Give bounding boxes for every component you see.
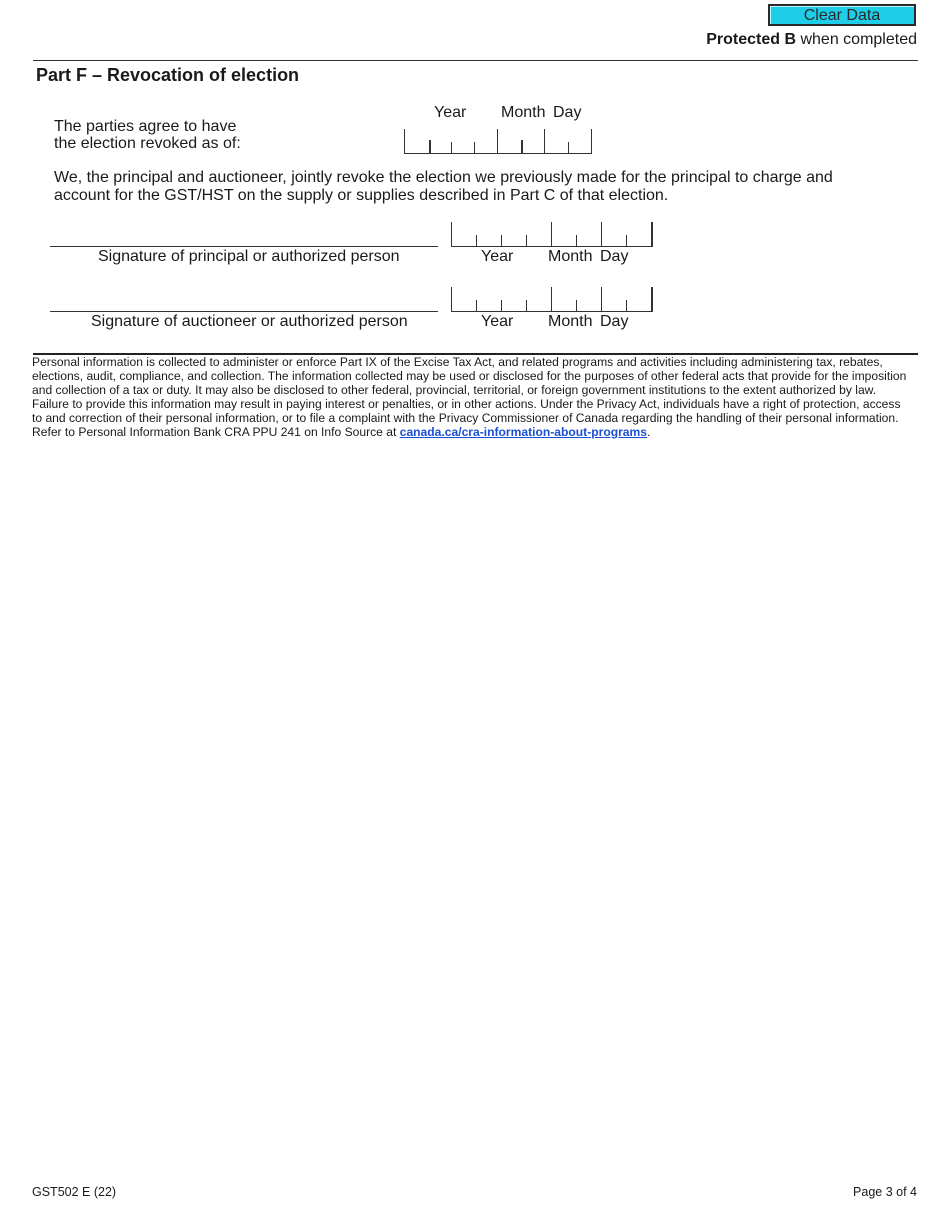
auctioneer-month-label: Month xyxy=(548,313,593,330)
principal-signature-label: Signature of principal or authorized person xyxy=(98,248,400,265)
revoke-date-label-line1: The parties agree to have xyxy=(54,118,237,135)
auctioneer-year-label: Year xyxy=(481,313,514,330)
principal-signature-line[interactable] xyxy=(50,246,438,247)
clear-data-button[interactable]: Clear Data xyxy=(768,4,916,26)
part-f-title: Part F – Revocation of election xyxy=(36,65,300,85)
principal-month-label: Month xyxy=(548,248,593,265)
privacy-text: Personal information is collected to administer or enforce Part IX of the Excise Tax Act, and related programs and activities including administering tax, rebates, elections, audit, compliance, and collection. The information collected may be used or disclosed for the purposes of other federal acts that provide for the imposition and collection of a tax or duty. It may also be disclosed to other federal, provincial, territorial, or foreign government institutions to the extent authorized by law. Failure to provide this information may result in paying interest or penalties, or in other actions. Under the Privacy Act, individuals have a right of protection, access to and correction of their personal information, or to file a complaint with the Privacy Commissioner of Canada regarding the handling of their personal information. Refer to Personal Information Bank CRA PPU 241 on Info Source at xyxy=(32,355,907,439)
revocation-statement: We, the principal and auctioneer, jointly revoke the election we previously made for the principal to charge and account for the GST/HST on the supply or supplies described in Part C of that election. xyxy=(54,169,833,204)
privacy-notice xyxy=(32,356,912,439)
principal-day-label: Day xyxy=(600,248,629,265)
privacy-end: . xyxy=(647,424,651,439)
form-identifier: GST502 E (22) xyxy=(32,1185,117,1199)
auctioneer-date-input[interactable] xyxy=(451,287,653,312)
auctioneer-day-label: Day xyxy=(600,313,629,330)
privacy-link[interactable]: canada.ca/cra-information-about-programs xyxy=(399,424,648,439)
page-number: Page 3 of 4 xyxy=(853,1185,917,1199)
revoke-date-input[interactable] xyxy=(404,129,592,154)
header-divider xyxy=(33,60,918,61)
revoke-date-label-line2: the election revoked as of: xyxy=(54,135,241,152)
revoke-day-label: Day xyxy=(553,104,582,121)
revoke-year-label: Year xyxy=(434,104,467,121)
auctioneer-signature-label: Signature of auctioneer or authorized person xyxy=(91,313,408,330)
revoke-month-label: Month xyxy=(501,104,546,121)
auctioneer-signature-line[interactable] xyxy=(50,311,438,312)
protected-b-suffix: when completed xyxy=(796,31,917,48)
principal-date-input[interactable] xyxy=(451,222,653,247)
protected-b-notice xyxy=(706,31,917,49)
principal-year-label: Year xyxy=(481,248,514,265)
protected-b-label: Protected B xyxy=(706,31,797,48)
